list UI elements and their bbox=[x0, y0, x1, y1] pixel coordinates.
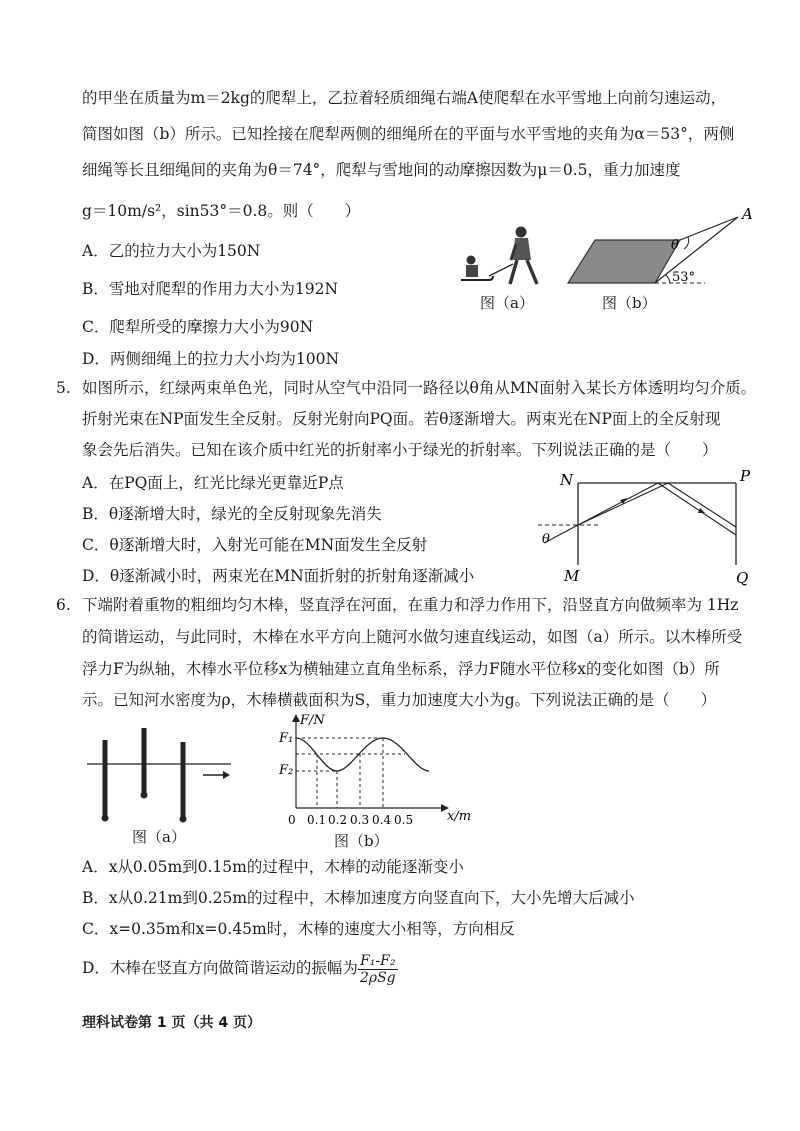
f2-label: F₂ bbox=[279, 763, 294, 778]
q5-number: 5. bbox=[56, 379, 71, 397]
angle-arc-53 bbox=[666, 275, 670, 283]
q6-text-line-4: 示。已知河水密度为ρ，木棒横截面积为S，重力加速度大小为g。下列说法正确的是（ ） bbox=[82, 691, 717, 709]
q6-figure-b-caption: 图（b） bbox=[334, 832, 389, 850]
child-head bbox=[467, 256, 476, 265]
q4-text-line-1: 的甲坐在质量为m＝2kg的爬犁上，乙拉着轻质细绳右端A使爬犁在水平雪地上向前匀速运动， bbox=[82, 89, 727, 107]
x-axis-label: x/m bbox=[447, 809, 472, 824]
q6-text-line-1: 下端附着重物的粗细均匀木棒，竖直浮在河面，在重力和浮力作用下，沿竖直方向做频率为 1Hz bbox=[82, 596, 739, 614]
q4-figure-b-caption: 图（b） bbox=[602, 294, 657, 312]
refracted-ray-1 bbox=[578, 483, 658, 525]
label-53-degree: 53° bbox=[672, 270, 696, 285]
reflected-ray-2 bbox=[668, 483, 736, 527]
stick-2-weight bbox=[141, 792, 148, 799]
tick-0-1: 0.1 bbox=[307, 813, 327, 827]
q5-option-d: D．θ逐渐减小时，两束光在MN面折射的折射角逐渐减小 bbox=[82, 567, 475, 585]
q5-option-c: C．θ逐渐增大时，入射光可能在MN面发生全反射 bbox=[82, 536, 428, 554]
tick-0-3: 0.3 bbox=[350, 813, 370, 827]
q6-figure-b bbox=[275, 712, 475, 832]
q6-text-line-3: 浮力F为纵轴，木棒水平位移x为横轴建立直角坐标系，浮力F随水平位移x的变化如图（b）所 bbox=[82, 660, 720, 678]
label-a: A bbox=[742, 205, 753, 223]
arrow-head-2 bbox=[698, 508, 705, 513]
page-footer: 理科试卷第 1 页（共 4 页） bbox=[82, 1015, 261, 1031]
q5-option-b: B．θ逐渐增大时，绿光的全反射现象先消失 bbox=[82, 505, 382, 523]
q5-option-a: A．在PQ面上，红光比绿光更靠近P点 bbox=[82, 474, 344, 492]
tick-0-5: 0.5 bbox=[394, 813, 414, 827]
fraction-denominator: 2ρSg bbox=[359, 969, 396, 986]
adult-leg-2 bbox=[527, 260, 537, 284]
reflected-ray-1 bbox=[658, 483, 736, 535]
q5-figure bbox=[530, 465, 770, 590]
stick-3-weight bbox=[180, 816, 187, 823]
q6-text-line-2: 的简谐运动，与此同时，木棒在水平方向上随河水做匀速直线运动，如图（a）所示。以木棒所受 bbox=[82, 628, 743, 646]
q6-option-b: B．x从0.21m到0.25m的过程中，木棒加速度方向竖直向下，大小先增大后减小 bbox=[82, 889, 635, 907]
q5-text-line-3: 象会先后消失。已知在该介质中红光的折射率小于绿光的折射率。下列说法正确的是（ ） bbox=[82, 441, 718, 459]
q6-option-a: A．x从0.05m到0.15m的过程中，木棒的动能逐渐变小 bbox=[82, 858, 464, 876]
q4-text-line-3: 细绳等长且细绳间的夹角为θ＝74°，爬犁与雪地间的动摩擦因数为μ＝0.5，重力加速度 bbox=[82, 161, 681, 179]
q6-number: 6. bbox=[56, 596, 71, 614]
child-body bbox=[466, 265, 478, 277]
q4-text-line-4: g＝10m/s²，sin53°＝0.8。则（ ） bbox=[82, 202, 361, 220]
q5-text-line-2: 折射光束在NP面发生全反射。反射光射向PQ面。若θ逐渐增大。两束光在NP面上的全反射现 bbox=[82, 410, 721, 428]
q4-option-c: C．爬犁所受的摩擦力大小为90N bbox=[82, 318, 314, 336]
angle-arc-theta bbox=[684, 237, 689, 249]
f1-label: F₁ bbox=[279, 731, 294, 746]
label-theta: θ bbox=[542, 532, 550, 547]
label-n: N bbox=[560, 471, 574, 489]
q4-figure-a bbox=[455, 222, 550, 292]
y-axis-arrow bbox=[292, 714, 300, 722]
q4-option-d: D．两侧细绳上的拉力大小均为100N bbox=[82, 350, 340, 368]
amplitude-fraction bbox=[358, 953, 398, 986]
tick-0-2: 0.2 bbox=[328, 813, 348, 827]
tick-0: 0 bbox=[288, 813, 296, 827]
q4-option-b: B．雪地对爬犁的作用力大小为192N bbox=[82, 280, 339, 298]
q6-figure-a bbox=[85, 722, 235, 832]
q4-text-line-2: 简图如图（b）所示。已知拴接在爬犁两侧的细绳所在的平面与水平雪地的夹角为α＝53°，两侧 bbox=[82, 125, 735, 143]
q4-option-a: A．乙的拉力大小为150N bbox=[82, 242, 261, 260]
adult-head bbox=[516, 227, 527, 238]
rope-upper bbox=[680, 217, 738, 240]
q6-figure-a-caption: 图（a） bbox=[132, 828, 186, 846]
q4-figure-a-caption: 图（a） bbox=[480, 294, 534, 312]
motion-arrow-head bbox=[223, 771, 230, 779]
fraction-numerator: F₁-F₂ bbox=[358, 953, 398, 970]
label-theta: θ bbox=[671, 238, 679, 253]
q5-text-line-1: 如图所示，红绿两束单色光，同时从空气中沿同一路径以θ角从MN面射入某长方体透明均匀介质。 bbox=[82, 379, 757, 397]
label-m: M bbox=[564, 567, 580, 585]
label-p: P bbox=[740, 467, 751, 485]
q6-option-c: C．x=0.35m和x=0.45m时，木棒的速度大小相等，方向相反 bbox=[82, 920, 515, 938]
q4-figure-b bbox=[560, 205, 765, 295]
tick-0-4: 0.4 bbox=[372, 813, 392, 827]
rope-line bbox=[489, 264, 513, 276]
q6-option-d bbox=[82, 950, 398, 986]
adult-leg-1 bbox=[510, 260, 517, 284]
stick-1-weight bbox=[102, 815, 109, 822]
label-q: Q bbox=[736, 569, 749, 587]
y-axis-label: F/N bbox=[300, 713, 325, 728]
q6-option-d-text: D．木棒在竖直方向做简谐运动的振幅为 bbox=[82, 959, 358, 977]
